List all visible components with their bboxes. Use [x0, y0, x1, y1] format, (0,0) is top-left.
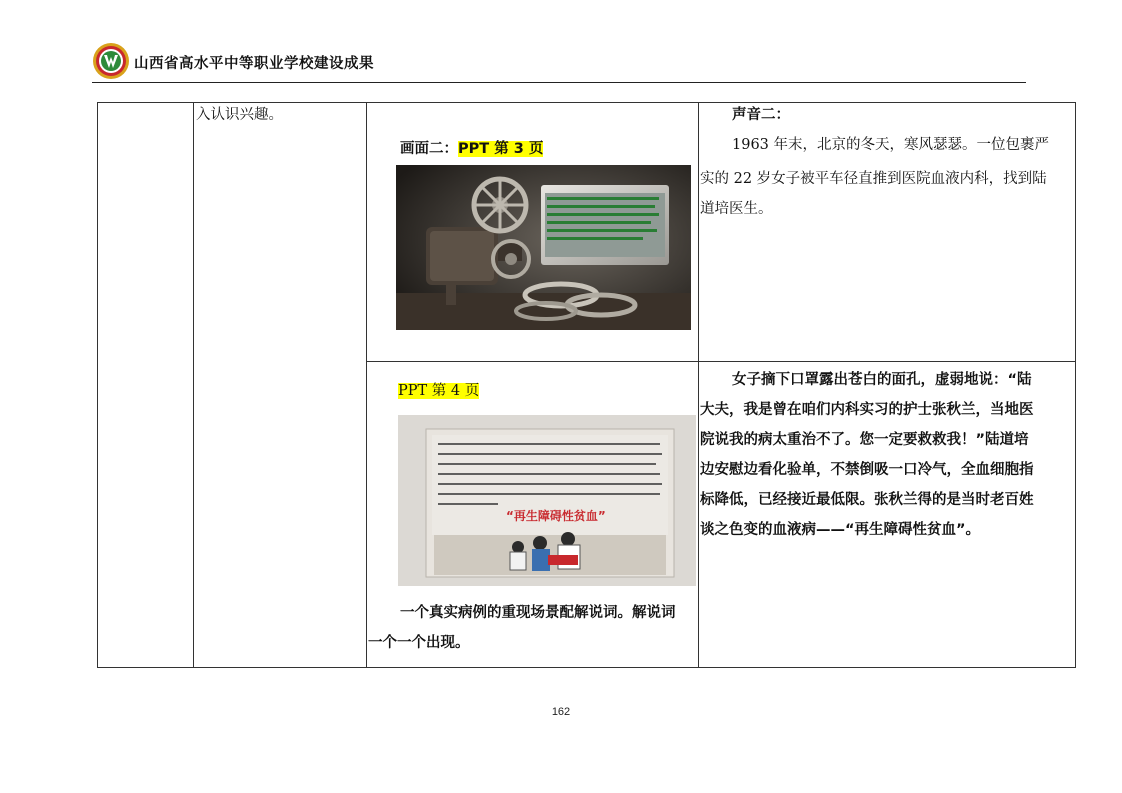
ppt-slide-3-image — [396, 165, 691, 330]
page-header — [92, 42, 1026, 86]
row2-right-line-4: 边安慰边看化验单，不禁倒吸一口冷气，全血细胞指 — [700, 462, 1034, 478]
row2-right-line-6: 谈之色变的血液病——“再生障碍性贫血”。 — [700, 522, 981, 538]
table-column-divider — [698, 103, 699, 667]
page-number: 162 — [551, 706, 571, 718]
row1-caption-prefix: 画面二： — [400, 141, 458, 157]
header-title: 山西省高水平中等职业学校建设成果 — [134, 56, 374, 72]
row2-right-line-5: 标降低，已经接近最低限。张秋兰得的是当时老百姓 — [700, 492, 1034, 508]
row2-right-line-1: 女子摘下口罩露出苍白的面孔，虚弱地说：“陆 — [732, 372, 1032, 388]
content-table — [97, 102, 1076, 668]
row2-caption — [398, 377, 479, 405]
row2-right-line-2: 大夫，我是曾在咱们内科实习的护士张秋兰，当地医 — [700, 402, 1034, 418]
header-divider — [92, 82, 1026, 83]
school-logo-icon — [92, 42, 130, 80]
row1-caption — [400, 135, 543, 163]
slide-red-text: “再生障碍性贫血” — [506, 509, 606, 523]
table-row-divider — [366, 361, 1075, 362]
row2-desc-line-1: 一个真实病例的重现场景配解说词。解说词 — [400, 605, 676, 621]
row1-caption-highlight: PPT 第 3 页 — [458, 141, 544, 157]
row2-caption-highlight: PPT 第 4 页 — [398, 383, 480, 399]
hospital-scene-icon — [398, 415, 696, 586]
row2-right-line-3: 院说我的病太重治不了。您一定要救救我！”陆道培 — [700, 432, 1029, 448]
table-column-divider — [366, 103, 367, 667]
film-projector-icon — [396, 165, 691, 330]
sound-title: 声音二： — [732, 107, 790, 123]
sound-line-2: 实的 22 岁女子被平车径直推到医院血液内科，找到陆 — [700, 171, 1047, 187]
row2-desc-line-2: 一个一个出现。 — [368, 635, 470, 651]
sound-line-1: 1963 年末，北京的冬天，寒风瑟瑟。一位包裹严 — [732, 137, 1050, 153]
column2-text: 入认识兴趣。 — [196, 107, 283, 123]
sound-line-3: 道培医生。 — [700, 201, 773, 217]
ppt-slide-4-image — [398, 415, 696, 586]
table-column-divider — [193, 103, 194, 667]
